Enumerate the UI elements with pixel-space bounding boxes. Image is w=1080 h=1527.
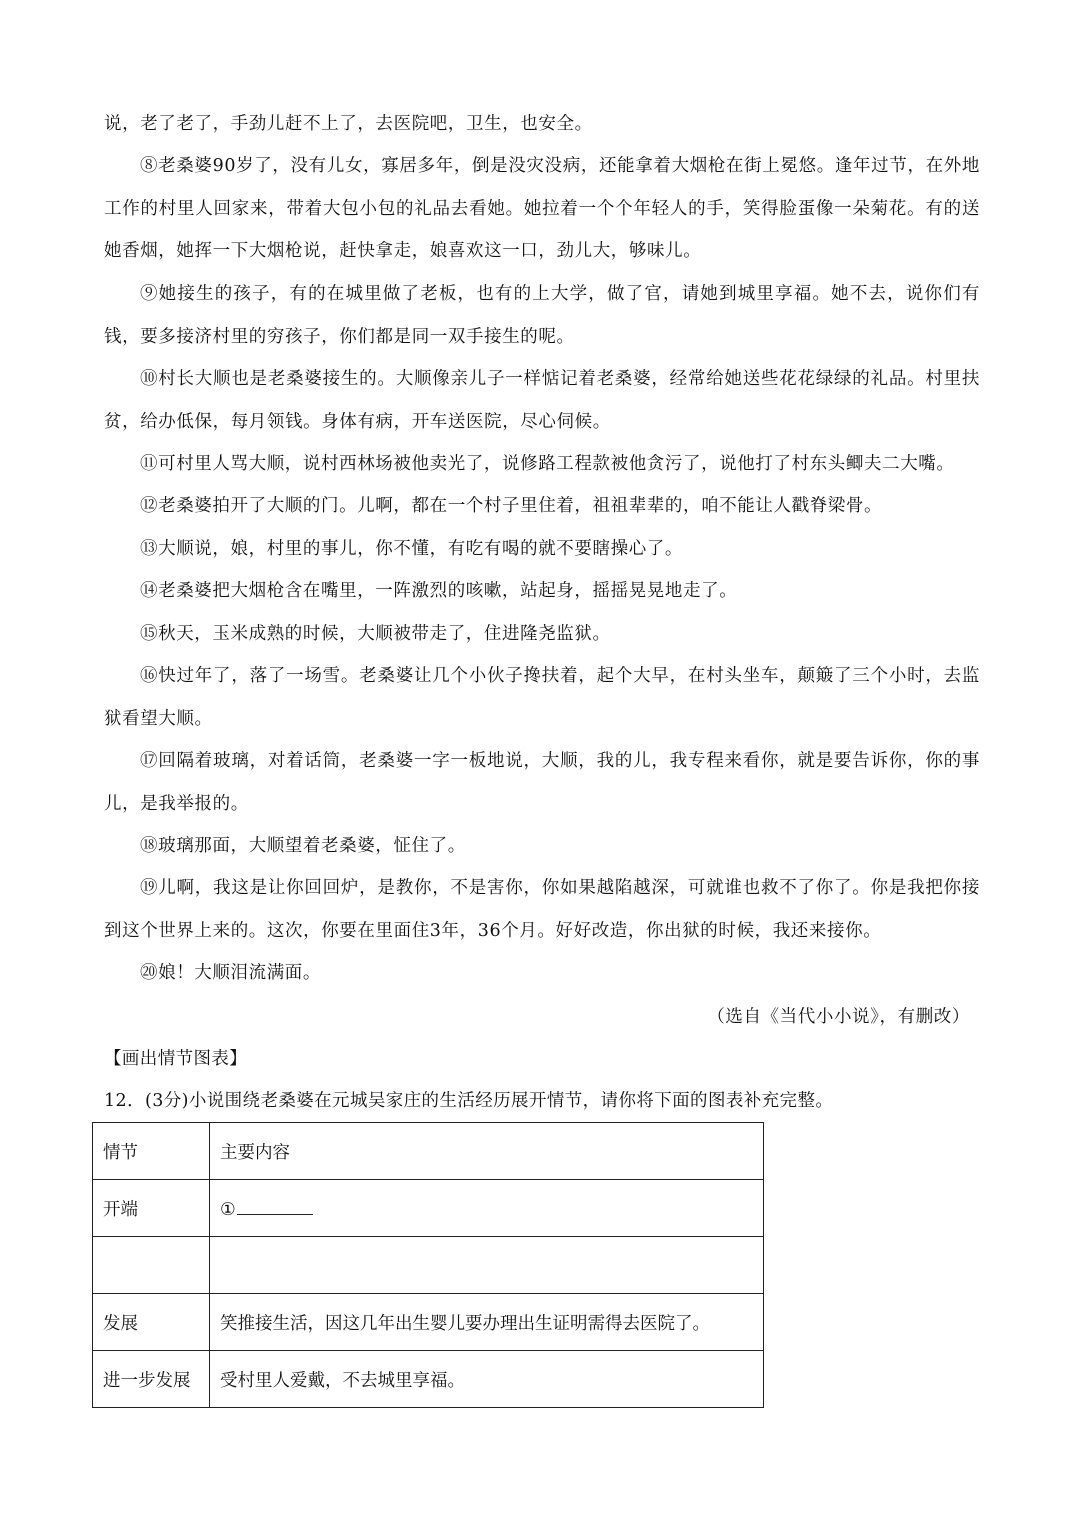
question-12: 12．(3分)小说围绕老桑婆在元城吴家庄的生活经历展开情节，请你将下面的图表补充完整。 <box>104 1091 834 1111</box>
paragraph-17: ⑰回隔着玻璃，对着话筒，老桑婆一字一板地说，大顺，我的儿，我专程来看你，就是要告诉你，你的事儿，是我举报的。 <box>104 751 980 814</box>
table-row <box>93 1180 764 1237</box>
paragraph-15: ⑮秋天，玉米成熟的时候，大顺被带走了，住进隆尧监狱。 <box>140 624 611 644</box>
plot-chart-table <box>92 1122 764 1408</box>
paragraph-9: ⑨她接生的孩子，有的在城里做了老板，也有的上大学，做了官，请她到城里享福。她不去，说你们有钱，要多接济村里的穷孩子，你们都是同一双手接生的呢。 <box>104 284 980 347</box>
table-row <box>93 1351 764 1408</box>
stage-cell[interactable] <box>93 1237 210 1294</box>
paragraph-19: ⑲儿啊，我这是让你回回炉，是教你，不是害你，你如果越陷越深，可就谁也救不了你了。你是我把你接到这个世界上来的。这次，你要在里面住3年，36个月。好好改造，你出狱的时候，我还来接你。 <box>104 878 980 941</box>
section-heading: 【画出情节图表】 <box>104 1049 248 1069</box>
paragraph-14: ⑭老桑婆把大烟枪含在嘴里，一阵激烈的咳嗽，站起身，摇摇晃晃地走了。 <box>140 581 738 601</box>
table-row <box>93 1237 764 1294</box>
content-cell[interactable] <box>210 1237 764 1294</box>
content-cell: 受村里人爱戴，不去城里享福。 <box>210 1351 764 1408</box>
paragraph-18: ⑱玻璃那面，大顺望着老桑婆，怔住了。 <box>140 836 466 856</box>
stage-cell: 发展 <box>93 1294 210 1351</box>
content-cell: 笑推接生活，因这几年出生婴儿要办理出生证明需得去医院了。 <box>210 1294 764 1351</box>
table-row <box>93 1294 764 1351</box>
paragraph-13: ⑬大顺说，娘，村里的事儿，你不懂，有吃有喝的就不要瞎操心了。 <box>140 539 683 559</box>
paragraph-16: ⑯快过年了，落了一场雪。老桑婆让几个小伙子搀扶着，起个大早，在村头坐车，颠簸了三个小时，去监狱看望大顺。 <box>104 666 980 729</box>
header-content: 主要内容 <box>210 1123 764 1180</box>
paragraph-continued: 说，老了老了，手劲儿赶不上了，去医院吧，卫生，也安全。 <box>104 114 593 134</box>
table-header-row <box>93 1123 764 1180</box>
paragraph-11: ⑪可村里人骂大顺，说村西林场被他卖光了，说修路工程款被他贪污了，说他打了村东头鲫夫二大嘴。 <box>140 454 955 474</box>
paragraph-12: ⑫老桑婆拍开了大顺的门。儿啊，都在一个村子里住着，祖祖辈辈的，咱不能让人戳脊梁骨。 <box>140 496 883 516</box>
stage-cell: 进一步发展 <box>93 1351 210 1408</box>
paragraph-10: ⑩村长大顺也是老桑婆接生的。大顺像亲儿子一样惦记着老桑婆，经常给她送些花花绿绿的礼品。村里扶贫，给办低保，每月领钱。身体有病，开车送医院，尽心伺候。 <box>104 369 980 432</box>
answer-blank[interactable] <box>237 1196 313 1215</box>
blank-marker: ① <box>220 1200 236 1220</box>
content-cell[interactable] <box>210 1180 764 1237</box>
paragraph-8: ⑧老桑婆90岁了，没有儿女，寡居多年，倒是没灾没病，还能拿着大烟枪在街上冕悠。逢年过节，在外地工作的村里人回家来，带着大包小包的礼品去看她。她拉着一个个年轻人的手，笑得脸蛋像一朵菊花。有的送她香烟，她挥一下大烟枪说，赶快拿走，娘喜欢这一口，劲儿大，够味儿。 <box>104 156 980 261</box>
paragraph-20: ⑳娘！大顺泪流满面。 <box>140 963 321 983</box>
source-citation: （选自《当代小小说》，有删改） <box>707 1007 970 1027</box>
header-stage: 情节 <box>93 1123 210 1180</box>
stage-cell: 开端 <box>93 1180 210 1237</box>
